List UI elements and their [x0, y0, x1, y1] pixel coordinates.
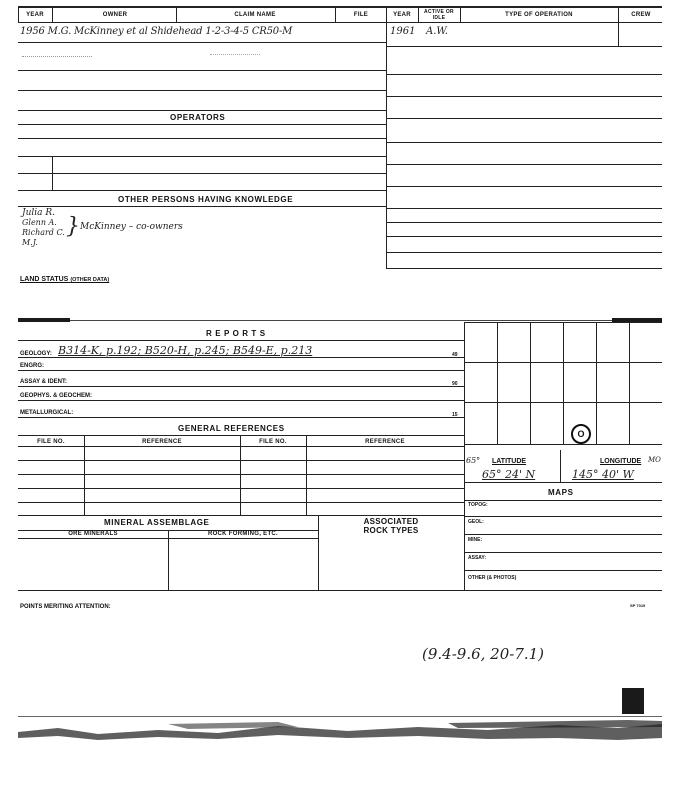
col-owner: OWNER — [102, 12, 128, 18]
col-year-2: YEAR — [393, 12, 411, 18]
col-crew: CREW — [631, 12, 651, 18]
col-year: YEAR — [26, 12, 44, 18]
person-2: Glenn A. — [22, 218, 57, 227]
col-file: FILE — [353, 12, 369, 18]
operators-heading: OPERATORS — [170, 113, 226, 122]
other-persons-heading: OTHER PERSONS HAVING KNOWLEDGE — [118, 195, 294, 204]
associated-rock-types: ASSOCIATED ROCK TYPES — [363, 517, 419, 535]
person-4: M.J. — [22, 238, 38, 247]
latitude-label: LATITUDE — [492, 458, 527, 465]
owner-year: 1961 — [390, 26, 416, 37]
engrg-label: ENGRG: — [20, 363, 44, 369]
land-status-label: LAND STATUS (OTHER DATA) — [20, 276, 110, 283]
general-references-heading: GENERAL REFERENCES — [178, 424, 285, 433]
assay-ident-label: ASSAY & IDENT: — [20, 379, 68, 385]
owner-entry: 1956 M.G. McKinney et al Shidehead 1-2-3-4-5 CR50-M — [20, 26, 293, 37]
person-3: Richard C. — [22, 228, 65, 237]
points-meriting-attention: POINTS MERITING ATTENTION: — [20, 604, 111, 610]
geophys-label: GEOPHYS. & GEOCHEM: — [20, 393, 93, 399]
reports-heading: R E P O R T S — [206, 329, 266, 338]
geology-value: B314-K, p.192; B520-H, p.245; B549-E, p.213 — [58, 344, 313, 357]
col-active-idle: ACTIVE OR IDLE — [424, 9, 454, 21]
scan-block — [622, 688, 644, 714]
form-number: SP 7019 — [630, 603, 646, 608]
latitude-value: 65° 24' N — [482, 468, 536, 481]
co-owners-note: McKinney – co-owners — [80, 222, 183, 232]
longitude-value: 145° 40' W — [572, 468, 634, 481]
scan-noise — [18, 718, 662, 744]
mineral-assemblage-heading: MINERAL ASSEMBLAGE — [104, 518, 210, 527]
person-1: Julia R. — [22, 208, 56, 218]
owner-status: A.W. — [426, 26, 449, 37]
metallurgical-label: METALLURGICAL: — [20, 410, 74, 416]
handwritten-reference: (9.4-9.6, 20-7.1) — [422, 645, 545, 663]
maps-heading: MAPS — [548, 488, 574, 497]
location-marker: O — [571, 424, 591, 444]
geology-label: GEOLOGY: — [20, 351, 52, 357]
col-type-of-operation: TYPE OF OPERATION — [505, 12, 573, 18]
brace: } — [66, 214, 80, 239]
longitude-label: LONGITUDE — [600, 458, 642, 465]
col-claim-name: CLAIM NAME — [234, 12, 276, 18]
